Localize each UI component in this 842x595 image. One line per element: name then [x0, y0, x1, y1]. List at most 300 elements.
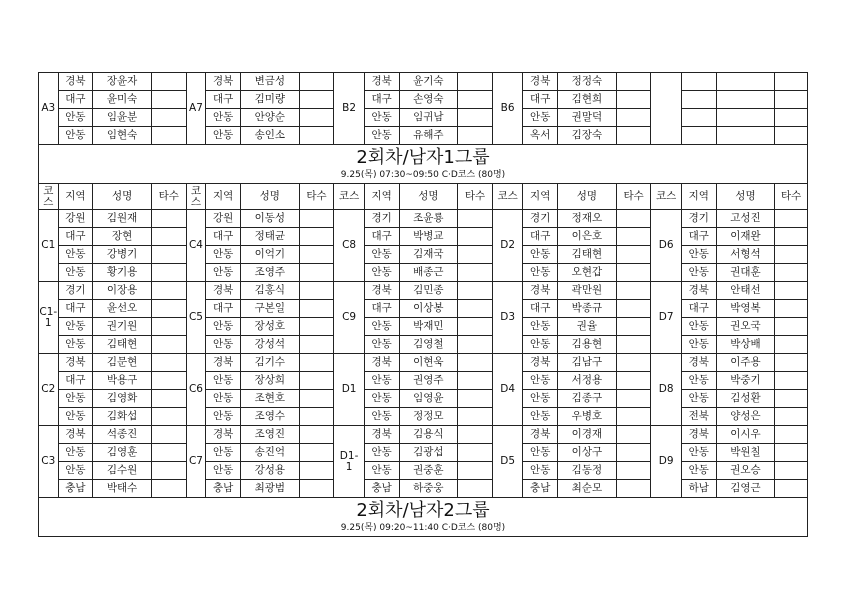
- name-cell: 정태균: [240, 228, 299, 246]
- score-cell: [151, 372, 186, 390]
- score-cell: [299, 109, 334, 127]
- name-cell: 이시우: [716, 426, 775, 444]
- table-row: [39, 228, 808, 246]
- region-cell: 안동: [58, 390, 93, 408]
- score-cell: [775, 264, 808, 282]
- region-cell: 안동: [58, 336, 93, 354]
- region-cell: 대구: [206, 91, 241, 109]
- name-cell: 권오국: [716, 318, 775, 336]
- name-cell: 김민종: [399, 282, 458, 300]
- table-row: [39, 210, 808, 228]
- region-cell: 경북: [681, 426, 716, 444]
- section-title: [39, 145, 808, 184]
- score-cell: [616, 318, 651, 336]
- header-course: 코스: [492, 184, 522, 210]
- course-code: C7: [186, 426, 206, 498]
- name-cell: 최광범: [240, 480, 299, 498]
- name-cell: 김수원: [93, 462, 152, 480]
- region-cell: 경북: [523, 426, 558, 444]
- region-cell: 안동: [364, 127, 399, 145]
- region-cell: 전북: [681, 408, 716, 426]
- table-row: [39, 390, 808, 408]
- header-course: 코 스: [39, 184, 59, 210]
- region-cell: 옥서: [523, 127, 558, 145]
- name-cell: 서형석: [716, 246, 775, 264]
- name-cell: 우병호: [558, 408, 617, 426]
- name-cell: 권영주: [399, 372, 458, 390]
- region-cell: 경북: [58, 73, 93, 91]
- region-cell: 안동: [681, 336, 716, 354]
- score-cell: [616, 444, 651, 462]
- region-cell: 대구: [364, 300, 399, 318]
- region-cell: 하남: [681, 480, 716, 498]
- region-cell: 안동: [523, 390, 558, 408]
- name-cell: 이주용: [716, 354, 775, 372]
- region-cell: 안동: [523, 408, 558, 426]
- region-cell: 경기: [681, 210, 716, 228]
- name-cell: 황기용: [93, 264, 152, 282]
- region-cell: 경북: [523, 73, 558, 91]
- region-cell: [681, 109, 716, 127]
- score-cell: [775, 480, 808, 498]
- score-cell: [775, 354, 808, 372]
- region-cell: 안동: [364, 444, 399, 462]
- score-cell: [151, 109, 186, 127]
- region-cell: 안동: [206, 109, 241, 127]
- score-cell: [458, 127, 493, 145]
- score-cell: [151, 354, 186, 372]
- score-cell: [775, 127, 808, 145]
- score-cell: [775, 246, 808, 264]
- name-cell: 임윤분: [93, 109, 152, 127]
- region-cell: 대구: [523, 300, 558, 318]
- name-cell: 서정용: [558, 372, 617, 390]
- table-row: [39, 264, 808, 282]
- region-cell: 경기: [364, 210, 399, 228]
- name-cell: 박태수: [93, 480, 152, 498]
- name-cell: 김동정: [558, 462, 617, 480]
- score-cell: [458, 282, 493, 300]
- name-cell: 변금성: [240, 73, 299, 91]
- course-code: C3: [39, 426, 59, 498]
- name-cell: 김용현: [558, 336, 617, 354]
- region-cell: 안동: [681, 390, 716, 408]
- region-cell: 안동: [58, 246, 93, 264]
- region-cell: 안동: [364, 462, 399, 480]
- region-cell: 대구: [58, 228, 93, 246]
- region-cell: 안동: [681, 372, 716, 390]
- name-cell: 강병기: [93, 246, 152, 264]
- header-score: 타수: [151, 184, 186, 210]
- course-code: [651, 73, 681, 145]
- name-cell: 송진억: [240, 444, 299, 462]
- name-cell: 박중기: [716, 372, 775, 390]
- name-cell: 이은호: [558, 228, 617, 246]
- region-cell: 안동: [364, 264, 399, 282]
- score-cell: [616, 264, 651, 282]
- table-row: [39, 318, 808, 336]
- course-code: C4: [186, 210, 206, 282]
- region-cell: 안동: [681, 246, 716, 264]
- region-cell: 대구: [681, 300, 716, 318]
- name-cell: [716, 91, 775, 109]
- score-cell: [458, 354, 493, 372]
- name-cell: 안양순: [240, 109, 299, 127]
- score-cell: [616, 300, 651, 318]
- name-cell: 정정모: [399, 408, 458, 426]
- score-cell: [458, 228, 493, 246]
- region-cell: 경북: [58, 426, 93, 444]
- region-cell: 대구: [206, 300, 241, 318]
- region-cell: 안동: [681, 264, 716, 282]
- name-cell: 이상구: [558, 444, 617, 462]
- score-cell: [151, 127, 186, 145]
- region-cell: 안동: [364, 109, 399, 127]
- score-cell: [775, 91, 808, 109]
- name-cell: 권중훈: [399, 462, 458, 480]
- score-cell: [458, 264, 493, 282]
- header-score: 타수: [299, 184, 334, 210]
- score-cell: [616, 408, 651, 426]
- score-cell: [151, 210, 186, 228]
- region-cell: 안동: [523, 336, 558, 354]
- score-cell: [458, 426, 493, 444]
- score-cell: [299, 210, 334, 228]
- name-cell: 김현희: [558, 91, 617, 109]
- score-cell: [151, 318, 186, 336]
- score-cell: [616, 73, 651, 91]
- table-row: [39, 480, 808, 498]
- name-cell: 김기수: [240, 354, 299, 372]
- name-cell: 손영숙: [399, 91, 458, 109]
- score-cell: [775, 210, 808, 228]
- score-cell: [616, 426, 651, 444]
- score-cell: [616, 109, 651, 127]
- score-cell: [616, 282, 651, 300]
- region-cell: 경기: [58, 282, 93, 300]
- score-cell: [616, 480, 651, 498]
- name-cell: 하중웅: [399, 480, 458, 498]
- name-cell: 곽만원: [558, 282, 617, 300]
- region-cell: 안동: [523, 246, 558, 264]
- score-cell: [151, 444, 186, 462]
- score-cell: [775, 372, 808, 390]
- name-cell: 김광섭: [399, 444, 458, 462]
- table-row: [39, 354, 808, 372]
- score-cell: [458, 109, 493, 127]
- table-row: [39, 462, 808, 480]
- name-cell: 이장용: [93, 282, 152, 300]
- score-cell: [616, 372, 651, 390]
- table-row: [39, 408, 808, 426]
- region-cell: 안동: [206, 127, 241, 145]
- table-row: [39, 300, 808, 318]
- score-cell: [458, 444, 493, 462]
- score-cell: [616, 354, 651, 372]
- region-cell: 안동: [58, 127, 93, 145]
- header-region: 지역: [206, 184, 241, 210]
- header-score: 타수: [616, 184, 651, 210]
- region-cell: 안동: [58, 408, 93, 426]
- table-row: [39, 109, 808, 127]
- table-row: [39, 127, 808, 145]
- course-code: A3: [39, 73, 59, 145]
- region-cell: 경북: [206, 426, 241, 444]
- name-cell: 김화섭: [93, 408, 152, 426]
- region-cell: 충남: [206, 480, 241, 498]
- score-cell: [299, 73, 334, 91]
- course-code: D3: [492, 282, 522, 354]
- score-cell: [775, 300, 808, 318]
- table-row: [39, 444, 808, 462]
- region-cell: 대구: [58, 300, 93, 318]
- score-cell: [299, 318, 334, 336]
- name-cell: 이경재: [558, 426, 617, 444]
- name-cell: 박병교: [399, 228, 458, 246]
- score-cell: [151, 426, 186, 444]
- region-cell: 대구: [364, 91, 399, 109]
- name-cell: 송인소: [240, 127, 299, 145]
- region-cell: 안동: [58, 462, 93, 480]
- region-cell: 충남: [523, 480, 558, 498]
- region-cell: 안동: [206, 462, 241, 480]
- score-cell: [299, 336, 334, 354]
- name-cell: 이재완: [716, 228, 775, 246]
- table-row: [39, 91, 808, 109]
- score-cell: [299, 462, 334, 480]
- name-cell: 윤기숙: [399, 73, 458, 91]
- name-cell: 김재국: [399, 246, 458, 264]
- score-cell: [616, 91, 651, 109]
- header-region: 지역: [58, 184, 93, 210]
- course-code: D2: [492, 210, 522, 282]
- score-cell: [616, 127, 651, 145]
- score-cell: [299, 444, 334, 462]
- name-cell: 권말덕: [558, 109, 617, 127]
- score-cell: [299, 426, 334, 444]
- score-cell: [775, 73, 808, 91]
- region-cell: 경북: [681, 282, 716, 300]
- region-cell: 안동: [364, 336, 399, 354]
- course-code: D1- 1: [334, 426, 364, 498]
- course-code: D4: [492, 354, 522, 426]
- region-cell: 대구: [523, 228, 558, 246]
- name-cell: 김영훈: [93, 444, 152, 462]
- name-cell: 조현호: [240, 390, 299, 408]
- header-course: 코스: [334, 184, 364, 210]
- name-cell: 박원칠: [716, 444, 775, 462]
- region-cell: 안동: [364, 246, 399, 264]
- region-cell: 경북: [58, 354, 93, 372]
- name-cell: 구본일: [240, 300, 299, 318]
- name-cell: 장성호: [240, 318, 299, 336]
- region-cell: 안동: [681, 318, 716, 336]
- region-cell: 안동: [206, 372, 241, 390]
- region-cell: 안동: [206, 264, 241, 282]
- region-cell: 안동: [523, 444, 558, 462]
- name-cell: 박영복: [716, 300, 775, 318]
- name-cell: 조영수: [240, 408, 299, 426]
- score-cell: [299, 246, 334, 264]
- course-code: C2: [39, 354, 59, 426]
- name-cell: 권기원: [93, 318, 152, 336]
- region-cell: [681, 91, 716, 109]
- region-cell: 안동: [58, 264, 93, 282]
- name-cell: 이동성: [240, 210, 299, 228]
- name-cell: 권율: [558, 318, 617, 336]
- header-course: 코스: [651, 184, 681, 210]
- course-code: C6: [186, 354, 206, 426]
- region-cell: 강원: [206, 210, 241, 228]
- score-cell: [151, 480, 186, 498]
- score-cell: [616, 246, 651, 264]
- name-cell: 강성용: [240, 462, 299, 480]
- header-region: 지역: [523, 184, 558, 210]
- region-cell: 안동: [206, 336, 241, 354]
- score-cell: [458, 408, 493, 426]
- name-cell: 강성석: [240, 336, 299, 354]
- course-code: D7: [651, 282, 681, 354]
- region-cell: 안동: [681, 444, 716, 462]
- name-cell: 김홍식: [240, 282, 299, 300]
- score-cell: [458, 372, 493, 390]
- region-cell: 안동: [364, 372, 399, 390]
- region-cell: 안동: [206, 246, 241, 264]
- score-cell: [299, 408, 334, 426]
- name-cell: 박용구: [93, 372, 152, 390]
- name-cell: 김원재: [93, 210, 152, 228]
- name-cell: 이현욱: [399, 354, 458, 372]
- region-cell: 안동: [681, 462, 716, 480]
- name-cell: 권오승: [716, 462, 775, 480]
- score-cell: [151, 408, 186, 426]
- header-score: 타수: [458, 184, 493, 210]
- name-cell: 김문현: [93, 354, 152, 372]
- score-cell: [299, 300, 334, 318]
- name-cell: 김영철: [399, 336, 458, 354]
- name-cell: 박종규: [558, 300, 617, 318]
- course-code: C9: [334, 282, 364, 354]
- score-cell: [458, 91, 493, 109]
- name-cell: 윤미숙: [93, 91, 152, 109]
- score-cell: [299, 390, 334, 408]
- name-cell: [716, 109, 775, 127]
- table-row: [39, 246, 808, 264]
- score-cell: [151, 228, 186, 246]
- name-cell: 김태현: [558, 246, 617, 264]
- name-cell: 정재오: [558, 210, 617, 228]
- score-cell: [616, 390, 651, 408]
- score-cell: [458, 210, 493, 228]
- course-code: C1: [39, 210, 59, 282]
- name-cell: 김용식: [399, 426, 458, 444]
- name-cell: 박상배: [716, 336, 775, 354]
- region-cell: 강원: [58, 210, 93, 228]
- course-code: B6: [492, 73, 522, 145]
- header-region: 지역: [364, 184, 399, 210]
- region-cell: 안동: [58, 109, 93, 127]
- region-cell: 안동: [206, 390, 241, 408]
- score-cell: [775, 426, 808, 444]
- score-cell: [151, 246, 186, 264]
- score-cell: [458, 480, 493, 498]
- score-cell: [299, 372, 334, 390]
- region-cell: 대구: [523, 91, 558, 109]
- name-cell: 김남구: [558, 354, 617, 372]
- name-cell: 김영화: [93, 390, 152, 408]
- name-cell: 김종구: [558, 390, 617, 408]
- name-cell: 이상봉: [399, 300, 458, 318]
- score-cell: [151, 300, 186, 318]
- score-cell: [151, 462, 186, 480]
- name-cell: 최순모: [558, 480, 617, 498]
- name-cell: 유해주: [399, 127, 458, 145]
- course-code: C8: [334, 210, 364, 282]
- region-cell: 안동: [58, 318, 93, 336]
- score-cell: [775, 109, 808, 127]
- name-cell: 조영진: [240, 426, 299, 444]
- group-title: 2회차/남자1그룹: [356, 147, 490, 168]
- column-header-row: [39, 184, 808, 210]
- section-title: [39, 498, 808, 537]
- name-cell: 배종근: [399, 264, 458, 282]
- region-cell: 대구: [58, 372, 93, 390]
- course-code: D1: [334, 354, 364, 426]
- score-cell: [458, 336, 493, 354]
- score-cell: [775, 228, 808, 246]
- region-cell: 충남: [58, 480, 93, 498]
- section1-title-row: [39, 145, 808, 184]
- region-cell: 안동: [206, 444, 241, 462]
- score-cell: [616, 462, 651, 480]
- header-name: 성명: [240, 184, 299, 210]
- score-cell: [151, 282, 186, 300]
- score-cell: [151, 336, 186, 354]
- header-score: 타수: [775, 184, 808, 210]
- name-cell: 임귀남: [399, 109, 458, 127]
- name-cell: 조영주: [240, 264, 299, 282]
- course-code: C5: [186, 282, 206, 354]
- course-code: C1- 1: [39, 282, 59, 354]
- region-cell: 대구: [681, 228, 716, 246]
- score-cell: [299, 264, 334, 282]
- course-code: A7: [186, 73, 206, 145]
- header-name: 성명: [93, 184, 152, 210]
- name-cell: 조윤룡: [399, 210, 458, 228]
- region-cell: 안동: [206, 408, 241, 426]
- region-cell: 경북: [206, 73, 241, 91]
- group-title: 2회차/남자2그룹: [356, 500, 490, 521]
- name-cell: 임영윤: [399, 390, 458, 408]
- name-cell: 김태현: [93, 336, 152, 354]
- pairing-table: [38, 72, 808, 537]
- region-cell: 경북: [364, 282, 399, 300]
- name-cell: 김미량: [240, 91, 299, 109]
- name-cell: 정정숙: [558, 73, 617, 91]
- header-course: 코 스: [186, 184, 206, 210]
- score-cell: [299, 282, 334, 300]
- region-cell: 경북: [364, 354, 399, 372]
- score-cell: [151, 390, 186, 408]
- score-cell: [151, 91, 186, 109]
- region-cell: 경북: [681, 354, 716, 372]
- region-cell: 대구: [58, 91, 93, 109]
- region-cell: 충남: [364, 480, 399, 498]
- name-cell: 김장숙: [558, 127, 617, 145]
- name-cell: 김성환: [716, 390, 775, 408]
- region-cell: 안동: [364, 318, 399, 336]
- region-cell: 안동: [523, 318, 558, 336]
